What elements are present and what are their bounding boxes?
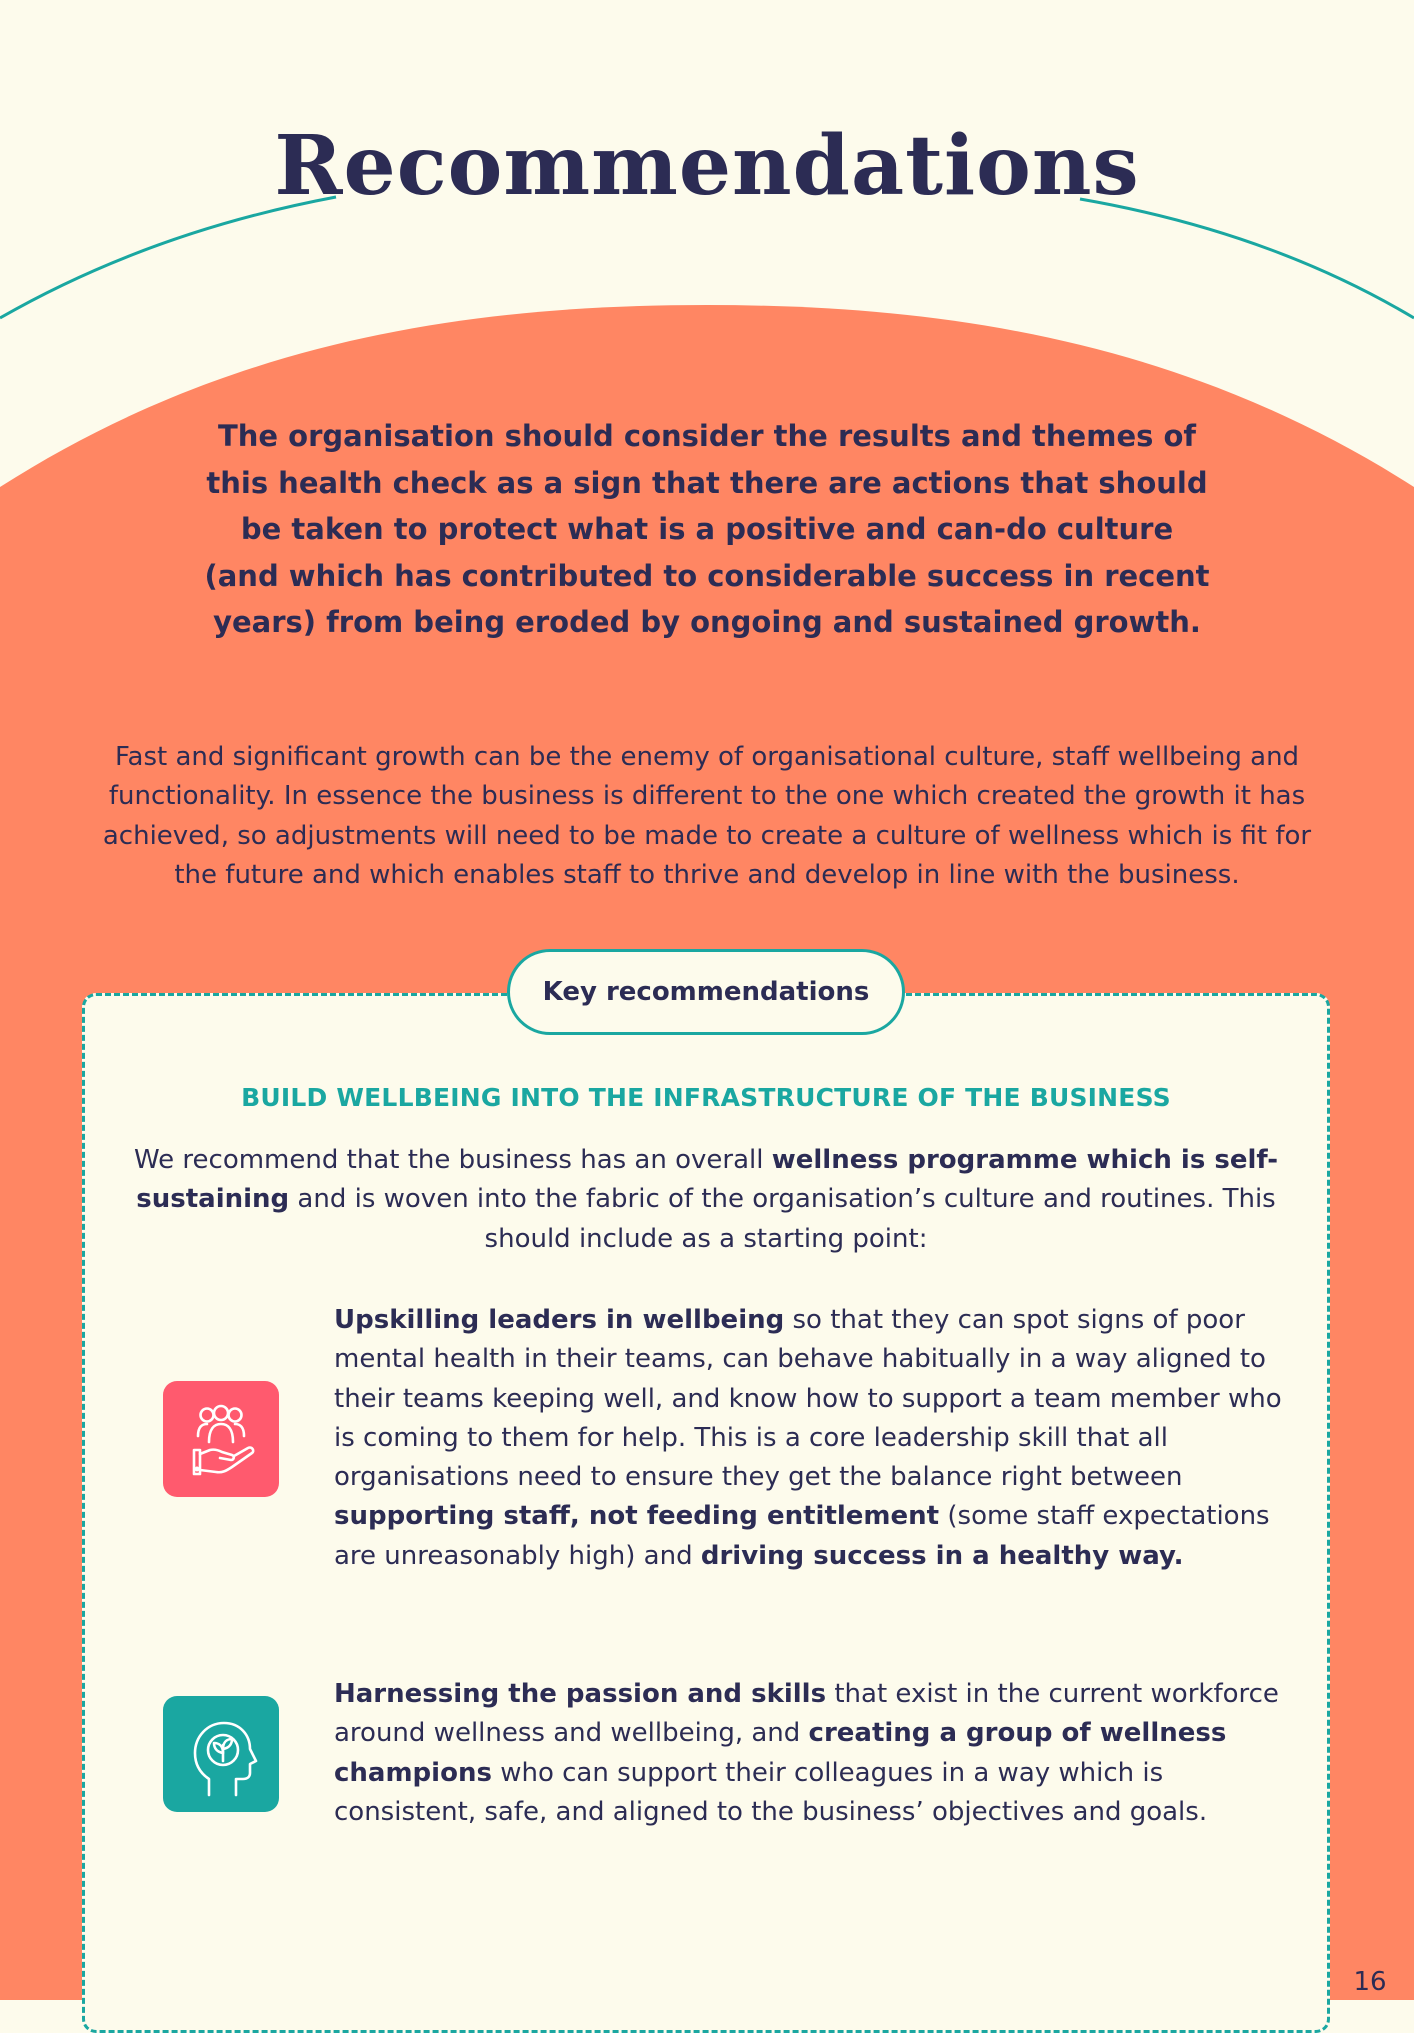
teal-arc-right [1080,199,1414,318]
section-intro: We recommend that the business has an overall wellness programme which is self-sustaining and is woven into the fabric of the organisation’s culture and routines. This should include as a starting point: [133,1145,1279,1254]
intro-paragraph: Fast and significant growth can be the enemy of organisational culture, staff wellbeing and functionality. In essence the business is different to the one which created the growth it has achieved, so adjustments will need to be made to create a culture of wellness which is fit for the future and which enables staff to thrive and develop in line with the business. [102,742,1312,890]
recommendation-item: Harnessing the passion and skills that exist in the current workforce around wellness and wellbeing, and creating a group of wellness champions who can support their colleagues in a way which is consistent, safe, and aligned to the business’ objectives and goals. [334,1679,1279,1827]
section-heading: BUILD WELLBEING INTO THE INFRASTRUCTURE OF THE BUSINESS [241,1083,1171,1112]
hand-holding-people-icon [163,1381,279,1497]
head-with-plant-icon [163,1696,279,1812]
lead-statement: The organisation should consider the results and themes of this health check as a sign that there are actions that should be taken to protect what is a positive and can-do culture (and which has contributed to considerable success in recent years) from being eroded by ongoing and sustained growth. [204,419,1210,639]
recommendation-item: Upskilling leaders in wellbeing so that they can spot signs of poor mental health in their teams, can behave habitually in a way aligned to their teams keeping well, and know how to support a team member who is coming to them for help. This is a core leadership skill that all organisations need to ensure they get the balance right between supporting staff, not feeding entitlement (some staff expectations are unreasonably high) and driving success in a healthy way. [334,1305,1282,1571]
key-recommendations-label: Key recommendations [507,949,905,1035]
page-title: Recommendations [274,118,1140,214]
page-number: 16 [1353,1967,1387,1997]
teal-arc-left [0,197,336,318]
